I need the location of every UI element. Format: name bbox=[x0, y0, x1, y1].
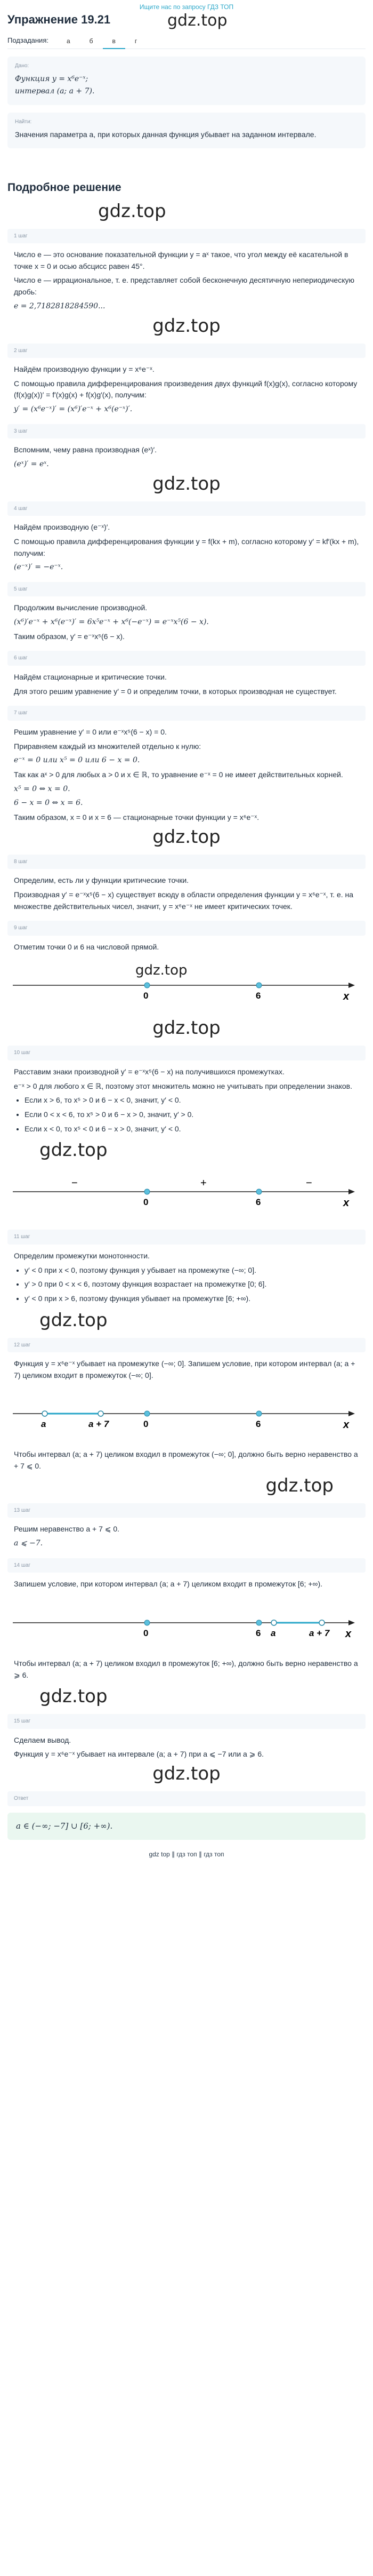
step-formula: e = 2,7182818284590... bbox=[14, 301, 106, 310]
watermark: gdz.top bbox=[152, 1763, 221, 1785]
step-text: Запишем условие, при котором интервал (a; a + 7) целиком входит в промежуток [6; +∞). bbox=[14, 1580, 323, 1589]
number-line-2 bbox=[7, 1162, 366, 1221]
axis-arrow bbox=[348, 1189, 355, 1194]
watermark: gdz.top bbox=[152, 1017, 221, 1039]
step-tag: 1 шаг bbox=[7, 229, 366, 244]
watermark: gdz.top bbox=[98, 200, 166, 222]
given-tag: Дано: bbox=[15, 63, 29, 69]
watermark: gdz.top bbox=[152, 826, 221, 848]
step-text: Таким образом, x = 0 и x = 6 — стационарные точки функции y = x⁶e⁻ˣ. bbox=[14, 812, 260, 822]
label-a: a bbox=[271, 1628, 276, 1638]
step-text: С помощью правила дифференцирования функции y = f(kx + m), согласно которому y′ = kf′(kx + m), получим: bbox=[14, 537, 359, 557]
answer-section bbox=[7, 1791, 366, 1840]
list-item: • Если x > 6, то x⁵ > 0 и 6 − x < 0, значит, y′ < 0. bbox=[25, 1095, 359, 1106]
step-title: Решим уравнение y′ = 0 или e⁻ˣx⁵(6 − x) = 0. bbox=[14, 727, 167, 736]
step-8 bbox=[7, 855, 366, 913]
step-title: Найдём производную (e⁻ˣ)′. bbox=[14, 523, 110, 532]
number-line-2-svg bbox=[7, 1162, 366, 1221]
step-title: Вспомним, чему равна производная (eˣ)′. bbox=[14, 445, 157, 454]
point-0 bbox=[144, 983, 150, 988]
point-0 bbox=[144, 1411, 150, 1416]
solution-heading: Подробное решение bbox=[7, 181, 121, 194]
axis-label-x: x bbox=[343, 1197, 350, 1209]
point-6 bbox=[256, 1189, 262, 1194]
step-7 bbox=[7, 706, 366, 823]
point-a-plus-7 bbox=[98, 1411, 103, 1416]
number-line-1 bbox=[7, 956, 366, 1015]
point-6 bbox=[256, 983, 262, 988]
step-formula: x⁵ = 0 ⇔ x = 0. bbox=[14, 784, 70, 793]
step-formula: (eˣ)′ = eˣ. bbox=[14, 459, 49, 468]
point-0 bbox=[144, 1620, 150, 1625]
step-11 bbox=[7, 1230, 366, 1304]
step-13 bbox=[7, 1503, 366, 1550]
step-tag: 12 шаг bbox=[7, 1338, 366, 1353]
step-15 bbox=[7, 1714, 366, 1760]
step-text: Решим неравенство a + 7 ⩽ 0. bbox=[14, 1525, 120, 1534]
step-tag: 4 шаг bbox=[7, 501, 366, 516]
step-10 bbox=[7, 1046, 366, 1221]
footer: gdz top ∥ гдз топ ∥ гдз топ bbox=[149, 1850, 224, 1858]
find-text: Значения параметра a, при которых данная функция убывает на заданном интервале. bbox=[15, 130, 317, 139]
axis-arrow bbox=[348, 983, 355, 988]
watermark: gdz.top bbox=[39, 1139, 108, 1161]
step-tag: 2 шаг bbox=[7, 344, 366, 358]
label-6: 6 bbox=[256, 1628, 261, 1638]
step-6 bbox=[7, 651, 366, 697]
step-text: С помощью правила дифференцирования произведения двух функций f(x)g(x), согласно которому (f(x)g(x))′ = f′(x)g(x) + f(x)g′(x), получим: bbox=[14, 379, 358, 400]
step-title: Расставим знаки производной y′ = e⁻ˣx⁵(6 − x) на получившихся промежутках. bbox=[14, 1067, 285, 1076]
watermark: gdz.top bbox=[39, 1686, 108, 1708]
step-tag: 11 шаг bbox=[7, 1230, 366, 1245]
find-tag: Найти: bbox=[15, 118, 32, 125]
step-text: Чтобы интервал (a; a + 7) целиком входил в промежуток [6; +∞), должно быть верно неравенство a ⩾ 6. bbox=[14, 1658, 358, 1679]
watermark: gdz.top bbox=[135, 962, 188, 979]
axis-arrow bbox=[348, 1411, 355, 1416]
step-12 bbox=[7, 1338, 366, 1472]
step-text: Производная y′ = e⁻ˣx⁵(6 − x) существует всюду в области определения функции y = x⁶e⁻ˣ, т. е. на множестве действительных чисел, значит, y = x⁶e⁻ˣ не имеет критических точек. bbox=[14, 890, 354, 911]
number-line-1-svg bbox=[7, 956, 366, 1015]
step-title: Сделаем вывод. bbox=[14, 1735, 71, 1744]
label-0: 0 bbox=[143, 1419, 149, 1430]
step-tag: 6 шаг bbox=[7, 651, 366, 666]
step-14 bbox=[7, 1558, 366, 1681]
step-1 bbox=[7, 229, 366, 313]
list-item: • y′ > 0 при 0 < x < 6, поэтому функция возрастает на промежутке [0; 6]. bbox=[25, 1279, 359, 1290]
sign-middle: + bbox=[200, 1177, 207, 1190]
subtask-tabs bbox=[7, 33, 366, 49]
given-function: Функция y = x⁶e⁻ˣ; bbox=[15, 74, 88, 83]
list-item: • Если 0 < x < 6, то x⁵ > 0 и 6 − x > 0, значит, y′ > 0. bbox=[25, 1109, 359, 1121]
step-5 bbox=[7, 582, 366, 643]
list-item: • y′ < 0 при x < 0, поэтому функция y убывает на промежутке (−∞; 0]. bbox=[25, 1265, 359, 1277]
label-a: a bbox=[41, 1419, 46, 1430]
step-tag: 8 шаг bbox=[7, 855, 366, 870]
step-9 bbox=[7, 921, 366, 1015]
page-title: Упражнение 19.21 bbox=[7, 13, 111, 26]
step-tag: 10 шаг bbox=[7, 1046, 366, 1060]
watermark: gdz.top bbox=[152, 473, 221, 495]
step-text: Так как aˣ > 0 для любых a > 0 и x ∈ ℝ, то уравнение e⁻ˣ = 0 не имеет действительных корней. bbox=[14, 770, 343, 779]
find-card bbox=[7, 113, 366, 148]
step-tag: 5 шаг bbox=[7, 582, 366, 597]
axis-label-x: x bbox=[343, 991, 350, 1003]
given-interval: интервал (a; a + 7). bbox=[15, 87, 95, 96]
label-6: 6 bbox=[256, 1197, 261, 1208]
step-title: Найдём стационарные и критические точки. bbox=[14, 672, 167, 681]
step-text: Число e — это основание показательной функции y = aˣ такое, что угол между её касательной в точке x = 0 и осью абсцисс равен 45°. bbox=[14, 250, 348, 270]
point-a-plus-7 bbox=[319, 1620, 325, 1625]
step-tag: 9 шаг bbox=[7, 921, 366, 936]
step-2 bbox=[7, 344, 366, 416]
tab-v[interactable]: в bbox=[103, 33, 125, 49]
axis-label-x: x bbox=[343, 1419, 350, 1431]
tab-a[interactable]: а bbox=[66, 37, 70, 45]
step-text: Для этого решим уравнение y′ = 0 и определим точки, в которых производная не существует. bbox=[14, 687, 337, 696]
step-formula: (e⁻ˣ)′ = −e⁻ˣ. bbox=[14, 563, 63, 572]
label-a-plus-7: a + 7 bbox=[88, 1419, 109, 1430]
number-line-4-svg bbox=[7, 1593, 366, 1652]
number-line-3 bbox=[7, 1384, 366, 1443]
label-0: 0 bbox=[143, 1197, 149, 1208]
given-card bbox=[7, 57, 366, 105]
answer-box: a ∈ (−∞; −7] ∪ [6; +∞). bbox=[7, 1813, 366, 1840]
step-formula: (x⁶)′e⁻ˣ + x⁶(e⁻ˣ)′ = 6x⁵e⁻ˣ + x⁶(−e⁻ˣ) = e⁻ˣx⁵(6 − x). bbox=[14, 618, 209, 627]
subtask-label: Подзадания: bbox=[7, 36, 48, 45]
tab-b[interactable]: б bbox=[89, 37, 93, 45]
title-row bbox=[7, 10, 366, 28]
label-6: 6 bbox=[256, 991, 261, 1001]
step-text: Чтобы интервал (a; a + 7) целиком входил в промежуток (−∞; 0], должно быть верно неравенство a + 7 ⩽ 0. bbox=[14, 1450, 358, 1471]
step-text: Число e — иррациональное, т. е. представляет собой бесконечную десятичную непериодическую дробь: bbox=[14, 276, 354, 297]
step-tag: 3 шаг bbox=[7, 424, 366, 439]
point-a bbox=[271, 1620, 277, 1625]
step-formula: y′ = (x⁶e⁻ˣ)′ = (x⁶)′e⁻ˣ + x⁶(e⁻ˣ)′. bbox=[14, 405, 133, 414]
number-line-3-svg bbox=[7, 1384, 366, 1443]
step-tag: 13 шаг bbox=[7, 1503, 366, 1518]
step-tag: 15 шаг bbox=[7, 1714, 366, 1729]
step-title: Определим промежутки монотонности. bbox=[14, 1251, 150, 1260]
step-formula: 6 − x = 0 ⇔ x = 6. bbox=[14, 799, 83, 808]
top-search-link[interactable]: Ищите нас по запросу ГДЗ ТОП bbox=[139, 3, 234, 11]
sign-left: − bbox=[71, 1177, 78, 1190]
step-title: Отметим точки 0 и 6 на числовой прямой. bbox=[14, 942, 159, 951]
step-title: Продолжим вычисление производной. bbox=[14, 603, 148, 612]
label-a-plus-7: a + 7 bbox=[309, 1628, 330, 1638]
list-item: • y′ < 0 при x > 6, поэтому функция убывает на промежутке [6; +∞). bbox=[25, 1293, 359, 1305]
step-formula: a ⩽ −7. bbox=[14, 1539, 43, 1548]
axis-label-x: x bbox=[345, 1628, 352, 1640]
step-text: Приравняем каждый из множителей отдельно к нулю: bbox=[14, 741, 201, 751]
label-6: 6 bbox=[256, 1419, 261, 1430]
watermark: gdz.top bbox=[167, 11, 228, 30]
sign-list bbox=[25, 1095, 359, 1135]
point-6 bbox=[256, 1620, 262, 1625]
step-text: e⁻ˣ > 0 для любого x ∈ ℝ, поэтому этот множитель можно не учитывать при определении знаков. bbox=[14, 1081, 353, 1090]
step-tag: 7 шаг bbox=[7, 706, 366, 721]
number-line-4 bbox=[7, 1593, 366, 1652]
step-text: Функция y = x⁶e⁻ˣ убывает на промежутке (−∞; 0]. Запишем условие, при котором интервал (a; a + 7) целиком входит в промежуток (−∞; 0]. bbox=[14, 1359, 355, 1379]
step-4 bbox=[7, 501, 366, 573]
step-title: Определим, есть ли у функции критические точки. bbox=[14, 876, 189, 885]
watermark: gdz.top bbox=[152, 315, 221, 337]
axis-arrow bbox=[348, 1620, 355, 1625]
step-title: Найдём производную функции y = x⁶e⁻ˣ. bbox=[14, 365, 155, 374]
monotonicity-list bbox=[25, 1265, 359, 1305]
watermark: gdz.top bbox=[265, 1474, 334, 1496]
tab-g[interactable]: г bbox=[134, 37, 137, 45]
label-0: 0 bbox=[143, 991, 149, 1001]
point-6 bbox=[256, 1411, 262, 1416]
point-a bbox=[42, 1411, 47, 1416]
watermark: gdz.top bbox=[39, 1309, 108, 1331]
point-0 bbox=[144, 1189, 150, 1194]
answer-tag: Ответ bbox=[7, 1791, 366, 1806]
step-text: Функция y = x⁶e⁻ˣ убывает на интервале (a; a + 7) при a ⩽ −7 или a ⩾ 6. bbox=[14, 1750, 264, 1759]
step-text: Таким образом, y′ = e⁻ˣx⁵(6 − x). bbox=[14, 632, 125, 641]
list-item: • Если x < 0, то x⁵ < 0 и 6 − x > 0, значит, y′ < 0. bbox=[25, 1123, 359, 1135]
step-formula: e⁻ˣ = 0 или x⁵ = 0 или 6 − x = 0. bbox=[14, 756, 140, 765]
step-3 bbox=[7, 424, 366, 470]
sign-right: − bbox=[306, 1177, 312, 1190]
label-0: 0 bbox=[143, 1628, 149, 1638]
step-tag: 14 шаг bbox=[7, 1558, 366, 1573]
